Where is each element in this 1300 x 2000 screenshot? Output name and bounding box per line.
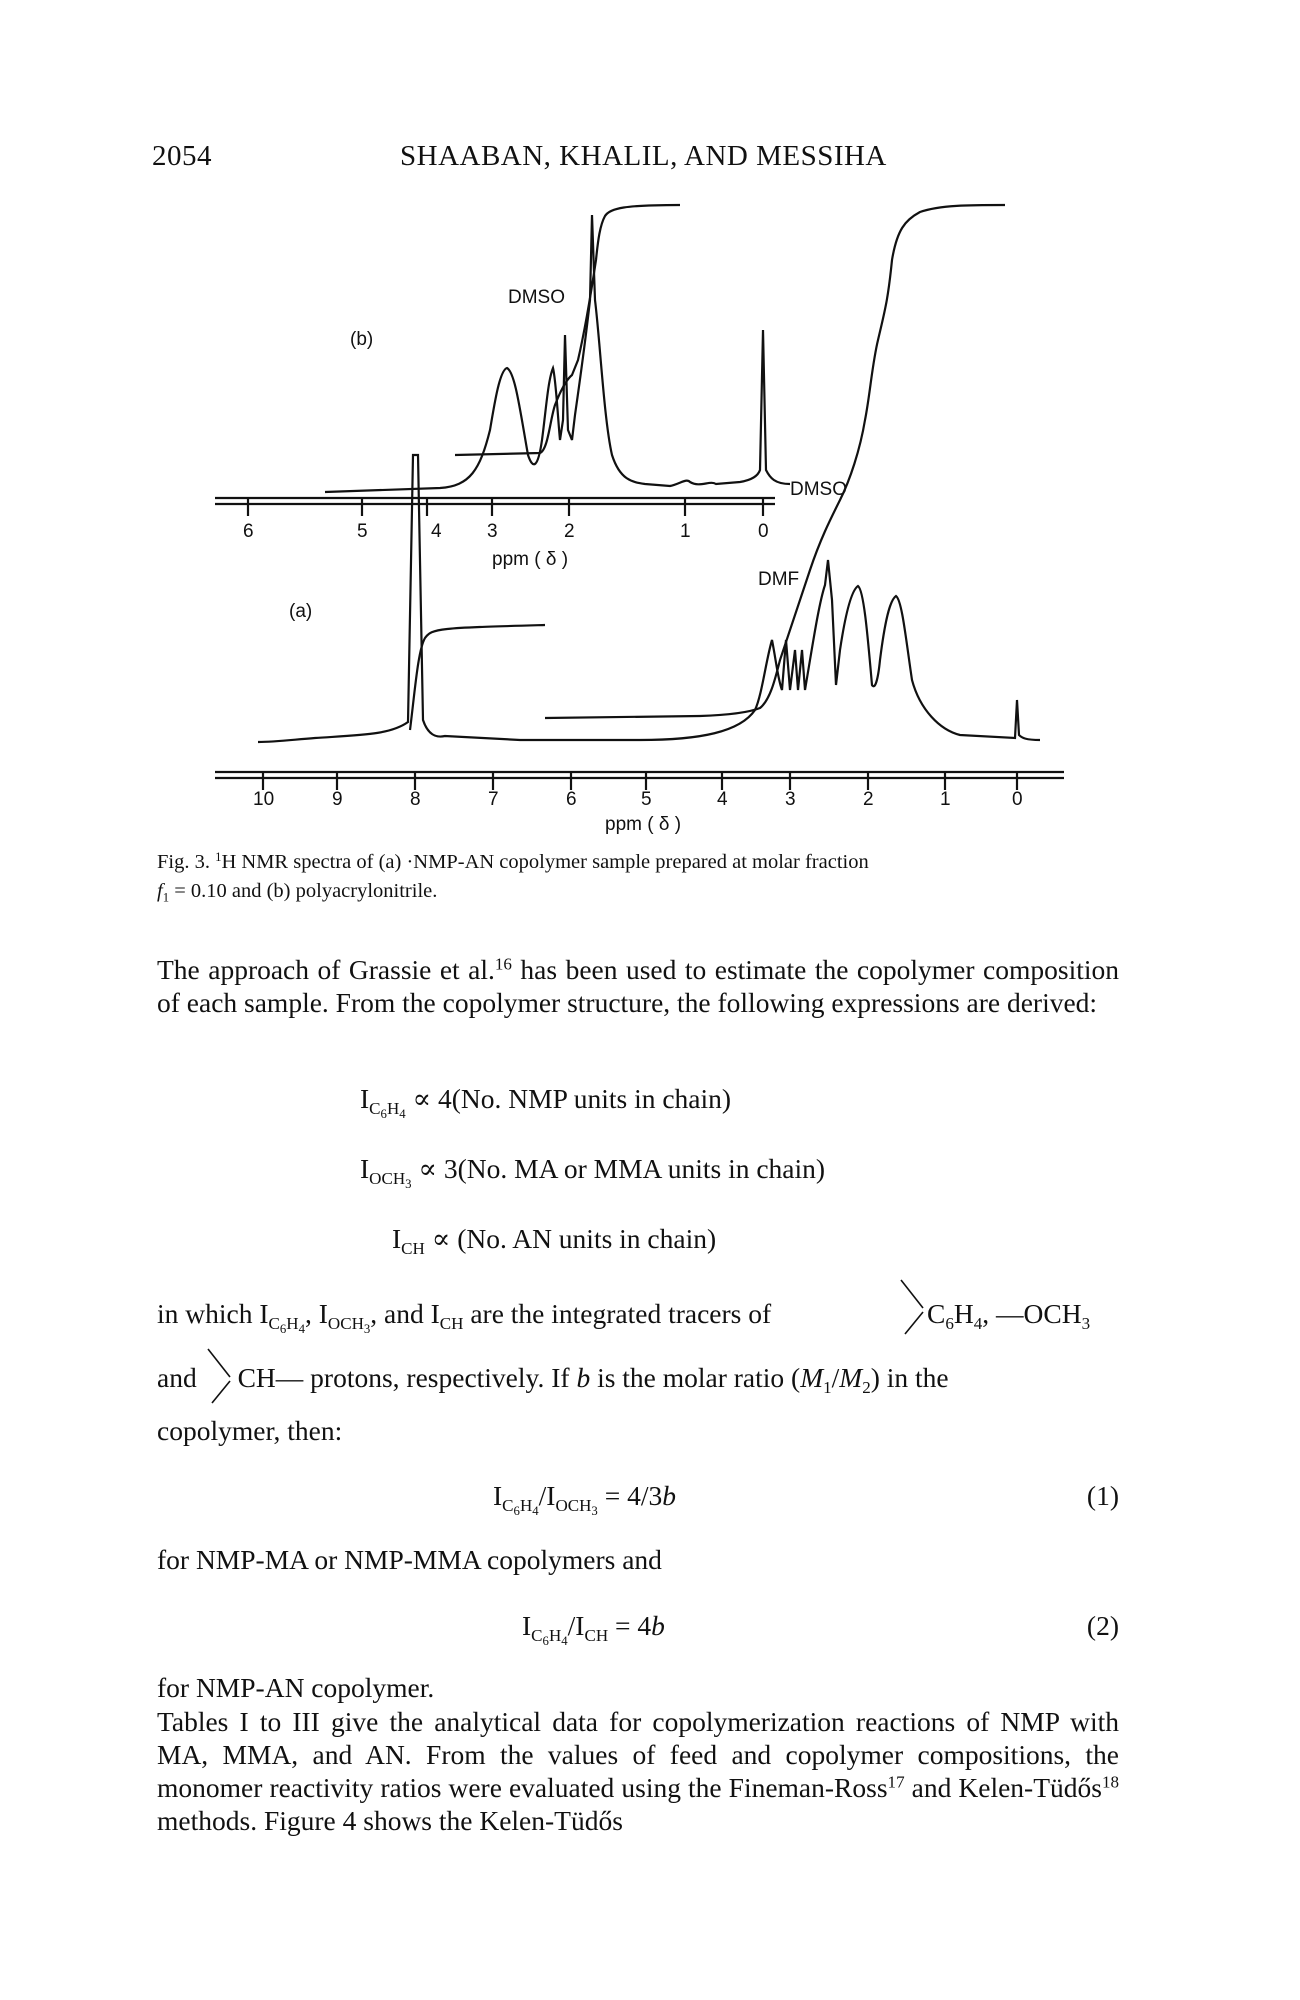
tick-label-a: 1 xyxy=(940,789,951,810)
expr3-text: ∝ (No. AN units in chain) xyxy=(424,1223,717,1254)
axis-a-title: ppm ( δ ) xyxy=(605,814,682,835)
tick-label-b: 5 xyxy=(357,521,368,542)
line-in-which: in which $I_{C_6H_4}$, $I_{OCH_3}$, and $I_{CH}$ are the integrated tracers of $C_6H_4$, $—OCH_3$ xyxy=(157,1298,1119,1330)
p-last-1: Tables I to III give the analytical data for copolymerization reactions of NMP with MA, MMA, and AN. From the values of feed and copolymer compositions, the monomer reactivity ratios were evaluated using the Fineman-Ross xyxy=(157,1706,1119,1803)
ref-18: 18 xyxy=(1101,1772,1119,1792)
running-header-authors: SHAABAN, KHALIL, AND MESSIHA xyxy=(400,140,887,172)
tick-label-b: 6 xyxy=(243,521,254,542)
and-word: and xyxy=(157,1362,197,1393)
ref-17: 17 xyxy=(887,1772,905,1792)
p-last-2: and Kelen-Tüdős xyxy=(904,1772,1102,1803)
p1-text: The approach of Grassie et al. xyxy=(157,954,495,985)
expr2-text: ∝ 3(No. MA or MMA units in chain) xyxy=(411,1153,826,1184)
equation-2-number: (2) xyxy=(1086,1610,1119,1641)
paragraph-grassie xyxy=(157,953,1119,1019)
eq2-rhs: = 4 xyxy=(608,1610,652,1641)
which-a: in which xyxy=(157,1298,253,1329)
bond-lines-c6h4 xyxy=(899,1278,929,1345)
och3-label: —OCH xyxy=(996,1298,1082,1329)
label-dmso-b: DMSO xyxy=(508,287,565,308)
label-b: (b) xyxy=(350,329,374,350)
tick-label-a: 7 xyxy=(488,789,499,810)
tick-label-a: 5 xyxy=(641,789,652,810)
tick-label-a: 4 xyxy=(717,789,728,810)
caption-text-2: = 0.10 and (b) polyacrylonitrile. xyxy=(169,880,438,902)
tick-label-b: 3 xyxy=(487,521,498,542)
line-for-nmp-ma: for NMP-MA or NMP-MMA copolymers and xyxy=(157,1544,662,1575)
in-the: in the xyxy=(886,1362,949,1393)
ch-text: CH— protons, respectively. If xyxy=(237,1362,570,1393)
label-dmf-a: DMF xyxy=(758,569,800,590)
tick-label-a: 6 xyxy=(566,789,577,810)
expression-och3: $I_{OCH_3} \propto 3(No$. MA or MMA units in chain) xyxy=(360,1153,826,1191)
line-copolymer-then: copolymer, then: xyxy=(157,1415,343,1446)
expr1-text: ∝ 4(No. NMP units in chain) xyxy=(405,1083,732,1114)
p1-rest: has been used to estimate the copolymer composition of each sample. From the copolymer structure, the following expressions are derived: xyxy=(157,954,1119,1018)
spectrum-b-trace xyxy=(325,215,790,492)
tick-label-a: 2 xyxy=(863,789,874,810)
line-and-ch: and CH— protons, respectively. If b is the molar ratio $(M_1/M_2)$ in the xyxy=(157,1362,1119,1394)
tick-label-b: 2 xyxy=(564,521,575,542)
paragraph-tables xyxy=(157,1705,1119,1837)
p-last-3: methods. Figure 4 shows the Kelen-Tüdős xyxy=(157,1805,623,1836)
nmr-spectra-figure xyxy=(0,0,1300,840)
equation-2: $I_{C_6H_4}/I_{CH} = 4b$ xyxy=(522,1610,665,1648)
spectrum-a-integral-left xyxy=(410,625,545,730)
tick-label-a: 3 xyxy=(785,789,796,810)
equation-1: $I_{C_6H_4}/I_{OCH_3} = 4/3b$ xyxy=(493,1480,676,1518)
expression-ch: $I_{CH} \propto (No$. AN units in chain) xyxy=(392,1223,717,1258)
tick-label-b: 1 xyxy=(680,521,691,542)
eq1-rhs: = 4/3 xyxy=(597,1480,663,1511)
tick-label-a: 10 xyxy=(253,789,275,810)
caption-fig-label: Fig. 3. xyxy=(157,851,210,873)
which-b: and xyxy=(384,1298,424,1329)
ratio-text: is the molar ratio xyxy=(597,1362,785,1393)
tick-label-b: 4 xyxy=(431,521,442,542)
equation-1-number: (1) xyxy=(1086,1480,1119,1511)
tick-label-a: 8 xyxy=(410,789,421,810)
line-for-nmp-an: for NMP-AN copolymer. xyxy=(157,1672,435,1703)
axis-b-title: ppm ( δ ) xyxy=(492,549,569,570)
caption-text-1: H NMR spectra of (a) ·NMP-AN copolymer sample prepared at molar fraction xyxy=(221,851,869,873)
label-dmso-a: DMSO xyxy=(790,479,847,500)
page-number: 2054 xyxy=(152,140,212,172)
ref-16: 16 xyxy=(494,954,512,974)
tick-label-a: 9 xyxy=(332,789,343,810)
tick-label-a: 0 xyxy=(1012,789,1023,810)
expression-c6h4: $I_{C_6H_4} \propto 4(No$. NMP units in chain) xyxy=(360,1083,732,1121)
which-c: are the integrated tracers of xyxy=(470,1298,772,1329)
label-a: (a) xyxy=(289,601,313,622)
tick-label-b: 0 xyxy=(758,521,769,542)
figure-caption: Fig. 3. $^1$H NMR spectra of (a) ·NMP-AN copolymer sample prepared at molar fraction $f_1 = 0.10$ and (b) polyacrylonitrile. xyxy=(157,850,869,905)
